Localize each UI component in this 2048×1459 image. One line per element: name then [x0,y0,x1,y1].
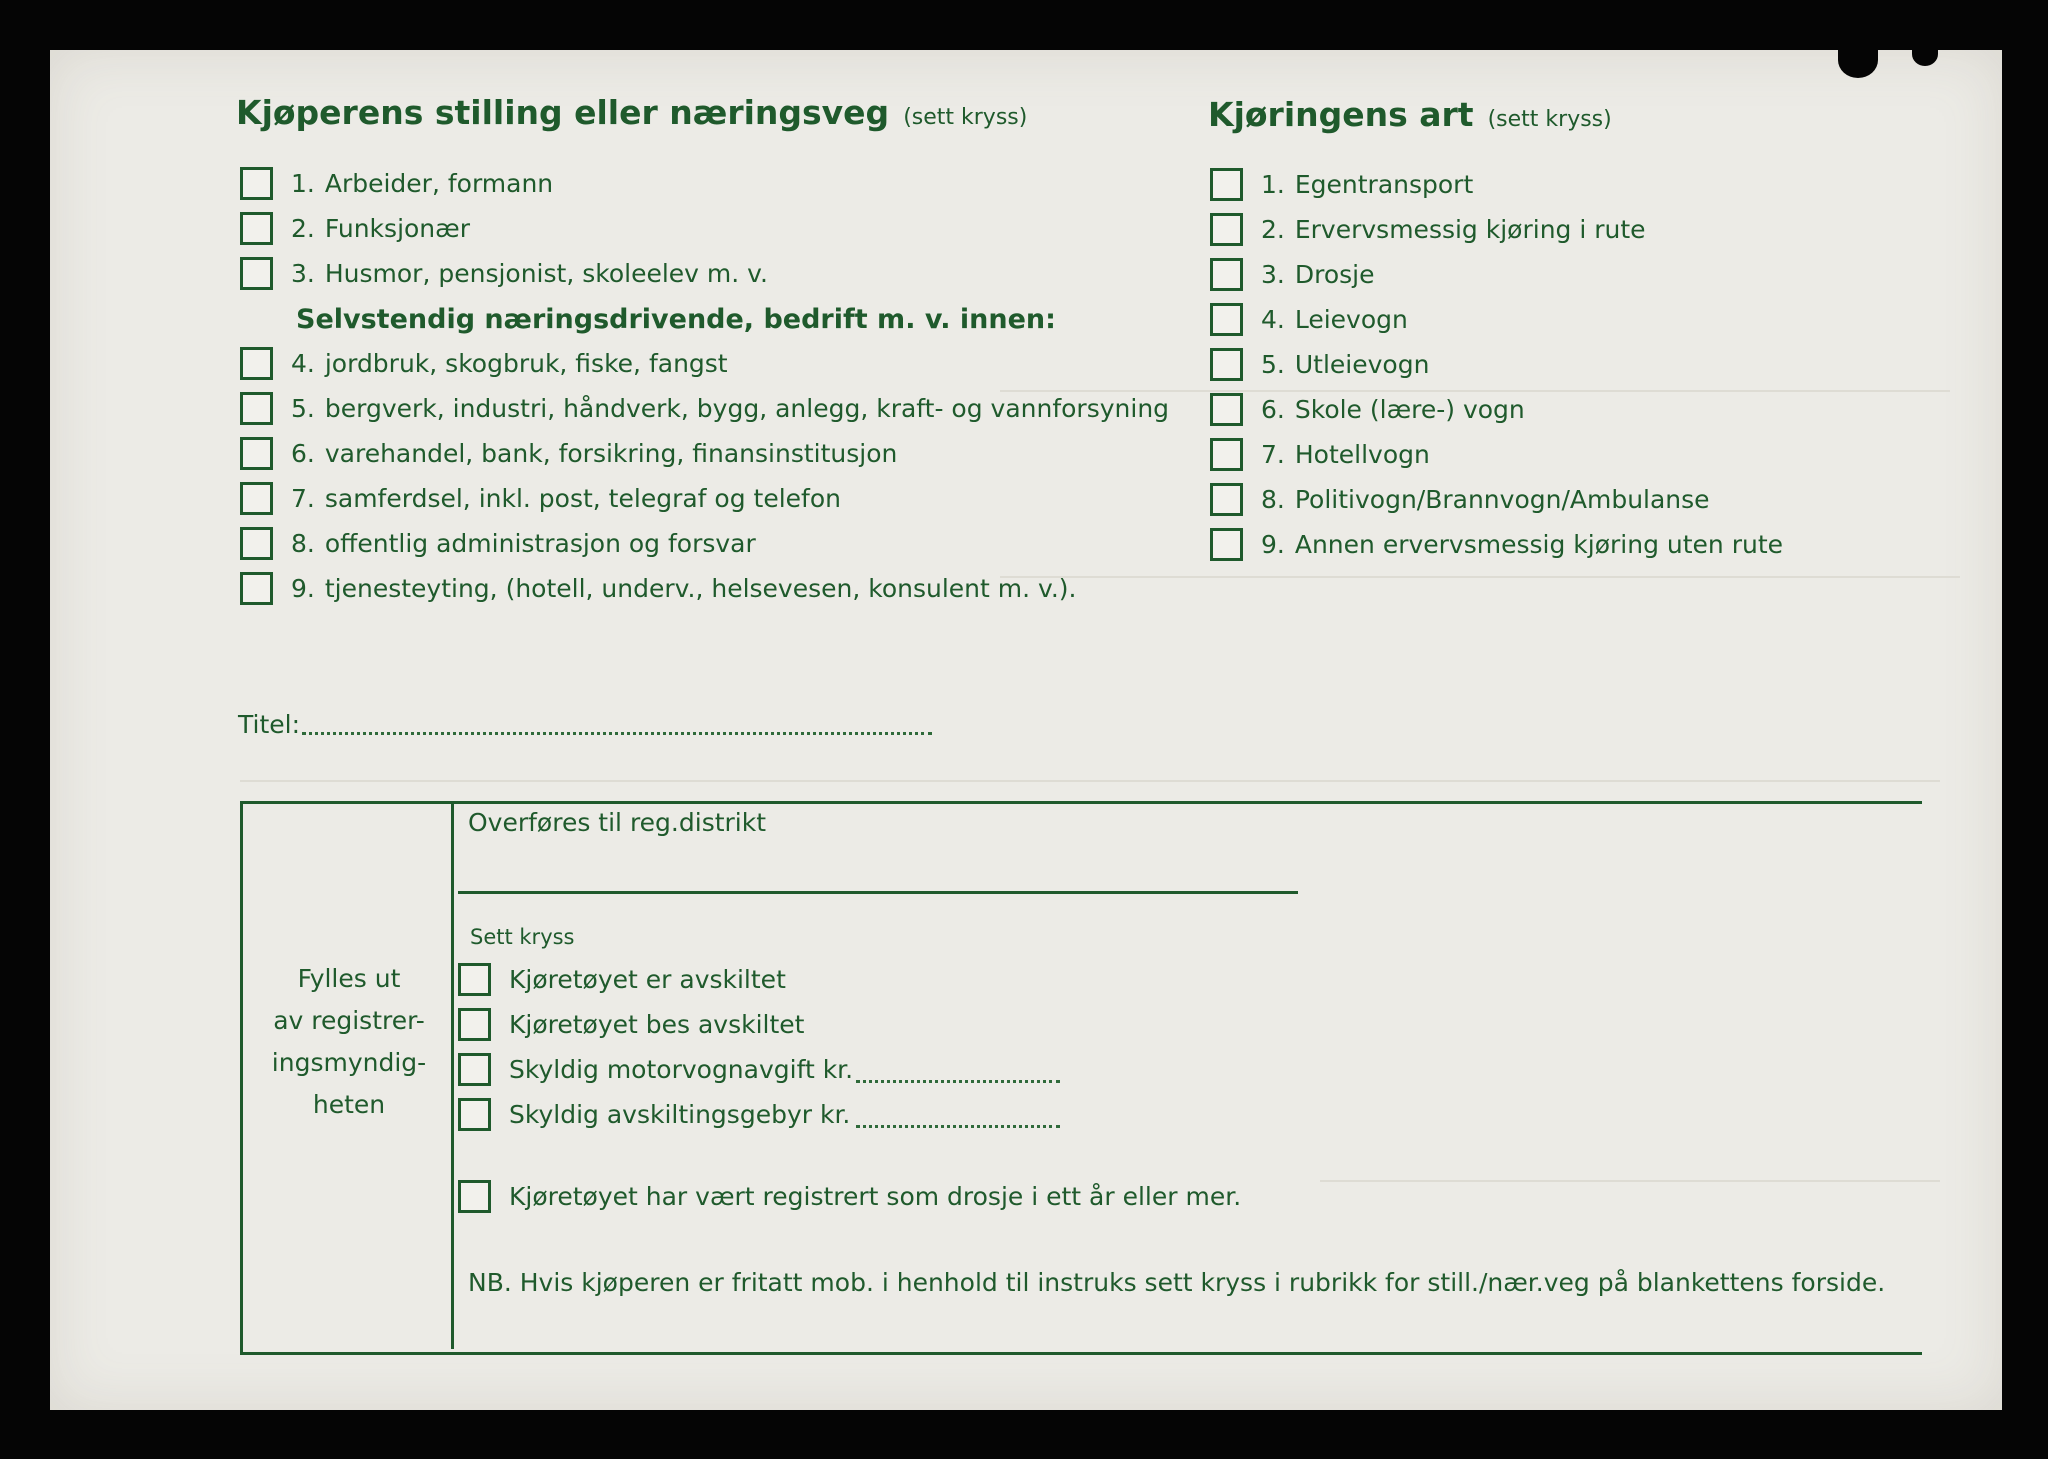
paper-tear [1912,42,1938,66]
title-label: Titel: [238,710,300,739]
self-employed-subheading: Selvstendig næringsdrivende, bedrift m. v. innen: [296,304,1056,335]
occupation-option-9[interactable]: 9. tjenesteyting, (hotell, underv., helsevesen, konsulent m. v.). [240,572,1077,605]
checkbox[interactable] [458,963,491,996]
checkbox[interactable] [458,1180,491,1213]
buyer-occupation-heading: Kjøperens stilling eller næringsveg (sett kryss) [236,93,1028,132]
checkbox[interactable] [458,1053,491,1086]
bleed-through-line [240,780,1940,782]
deregistration-fee-due-check[interactable]: Skyldig avskiltingsgebyr kr. [458,1098,850,1131]
checkbox[interactable] [240,212,273,245]
driving-option-5[interactable]: 5. Utleievogn [1210,348,1429,381]
driving-option-4[interactable]: 4. Leievogn [1210,303,1408,336]
checkbox[interactable] [240,437,273,470]
checkbox[interactable] [1210,303,1243,336]
bleed-through-line [1000,576,1960,578]
transfer-district-input-line[interactable] [458,891,1298,894]
occupation-option-4[interactable]: 4. jordbruk, skogbruk, fiske, fangst [240,347,728,380]
occupation-option-3[interactable]: 3. Husmor, pensjonist, skoleelev m. v. [240,257,768,290]
transfer-district-label: Overføres til reg.distrikt [468,808,767,837]
registry-box-left-border [240,801,243,1355]
driving-option-9[interactable]: 9. Annen ervervsmessig kjøring uten rute [1210,528,1783,561]
nb-note: NB. Hvis kjøperen er fritatt mob. i henhold til instruks sett kryss i rubrikk for still./nær.veg på blankettens forside. [468,1268,1886,1297]
deregistration-fee-amount-line[interactable] [856,1125,1060,1128]
checkbox[interactable] [240,347,273,380]
driving-type-heading: Kjøringens art (sett kryss) [1208,95,1612,134]
checkbox[interactable] [1210,213,1243,246]
sett-kryss-label: Sett kryss [470,925,575,949]
checkbox[interactable] [1210,348,1243,381]
checkbox[interactable] [240,572,273,605]
checkbox[interactable] [240,527,273,560]
paper-tear [1838,42,1878,78]
request-deregister-check[interactable]: Kjøretøyet bes avskiltet [458,1008,804,1041]
driving-option-3[interactable]: 3. Drosje [1210,258,1375,291]
checkbox[interactable] [1210,258,1243,291]
title-input-line[interactable] [302,732,932,735]
checkbox[interactable] [240,257,273,290]
checkbox[interactable] [1210,168,1243,201]
occupation-option-5[interactable]: 5. bergverk, industri, håndverk, bygg, anlegg, kraft- og vannforsyning [240,392,1169,425]
checkbox[interactable] [1210,438,1243,471]
checkbox[interactable] [240,482,273,515]
registry-box-divider [451,801,454,1349]
bleed-through-line [1320,1180,1940,1182]
checkbox[interactable] [458,1098,491,1131]
driving-option-1[interactable]: 1. Egentransport [1210,168,1473,201]
checkbox[interactable] [240,167,273,200]
driving-option-6[interactable]: 6. Skole (lære-) vogn [1210,393,1525,426]
driving-option-7[interactable]: 7. Hotellvogn [1210,438,1430,471]
registry-box-top-border [240,801,1922,804]
registry-box-bottom-border [240,1352,1922,1355]
registry-authority-label: Fylles ut av registrer- ingsmyndig- heten [271,964,427,1119]
taxi-registered-check[interactable]: Kjøretøyet har vært registrert som drosje i ett år eller mer. [458,1180,1241,1213]
checkbox[interactable] [1210,528,1243,561]
driving-option-2[interactable]: 2. Ervervsmessig kjøring i rute [1210,213,1646,246]
vehicle-tax-due-check[interactable]: Skyldig motorvognavgift kr. [458,1053,853,1086]
deregistered-check[interactable]: Kjøretøyet er avskiltet [458,963,786,996]
occupation-option-2[interactable]: 2. Funksjonær [240,212,470,245]
checkbox[interactable] [1210,393,1243,426]
checkbox[interactable] [240,392,273,425]
occupation-option-8[interactable]: 8. offentlig administrasjon og forsvar [240,527,756,560]
occupation-option-7[interactable]: 7. samferdsel, inkl. post, telegraf og telefon [240,482,841,515]
vehicle-tax-amount-line[interactable] [856,1080,1060,1083]
driving-option-8[interactable]: 8. Politivogn/Brannvogn/Ambulanse [1210,483,1710,516]
occupation-option-1[interactable]: 1. Arbeider, formann [240,167,553,200]
checkbox[interactable] [458,1008,491,1041]
occupation-option-6[interactable]: 6. varehandel, bank, forsikring, finansinstitusjon [240,437,897,470]
checkbox[interactable] [1210,483,1243,516]
